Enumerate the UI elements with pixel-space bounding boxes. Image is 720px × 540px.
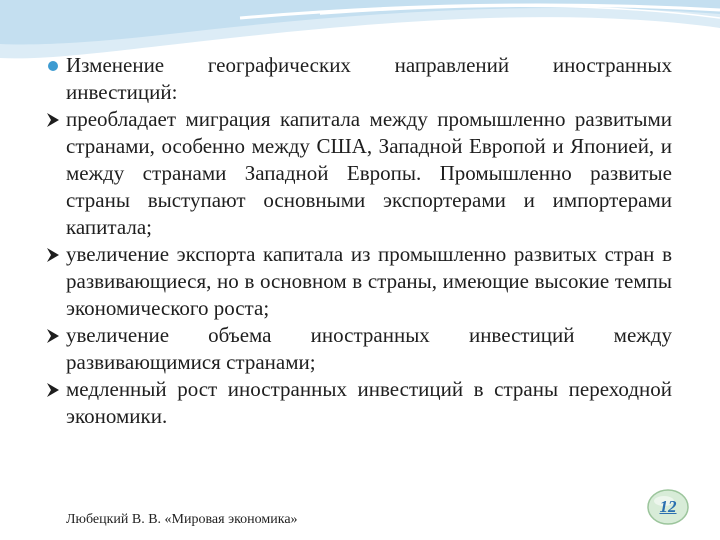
arrow-bullet-icon: [44, 322, 62, 349]
bullet-item-4: [44, 322, 672, 376]
arrow-bullet-icon: [44, 106, 62, 133]
bullet-item-3: [44, 241, 672, 322]
bullet-item-5: [44, 376, 672, 430]
bullet-item-text: увеличение экспорта капитала из промышленно развитых стран в развивающиеся, но в основном в страны, имеющие высокие темпы экономического роста;: [66, 242, 672, 320]
circle-bullet-icon: [44, 52, 62, 79]
bullet-item-text: Изменение географических направлений иностранных инвестиций:: [66, 53, 672, 104]
bullet-item-text: медленный рост иностранных инвестиций в страны переходной экономики.: [66, 377, 672, 428]
footer-author: Любецкий В. В. «Мировая экономика»: [66, 512, 298, 527]
bullet-item-text: увеличение объема иностранных инвестиций между развивающимися странами;: [66, 323, 672, 374]
bullet-item-1: [44, 52, 672, 106]
bullet-item-2: [44, 106, 672, 241]
arrow-bullet-icon: [44, 376, 62, 403]
bullet-item-text: преобладает миграция капитала между промышленно развитыми странами, особенно между США, Западной Европой и Японией, и между странами Западной Европы. Промышленно развитые страны выступают основными экспортерами и импортерами капитала;: [66, 107, 672, 239]
slide-content: [44, 52, 672, 430]
page-number-badge: [646, 488, 690, 526]
page-number: 12: [659, 497, 677, 516]
arrow-bullet-icon: [44, 241, 62, 268]
